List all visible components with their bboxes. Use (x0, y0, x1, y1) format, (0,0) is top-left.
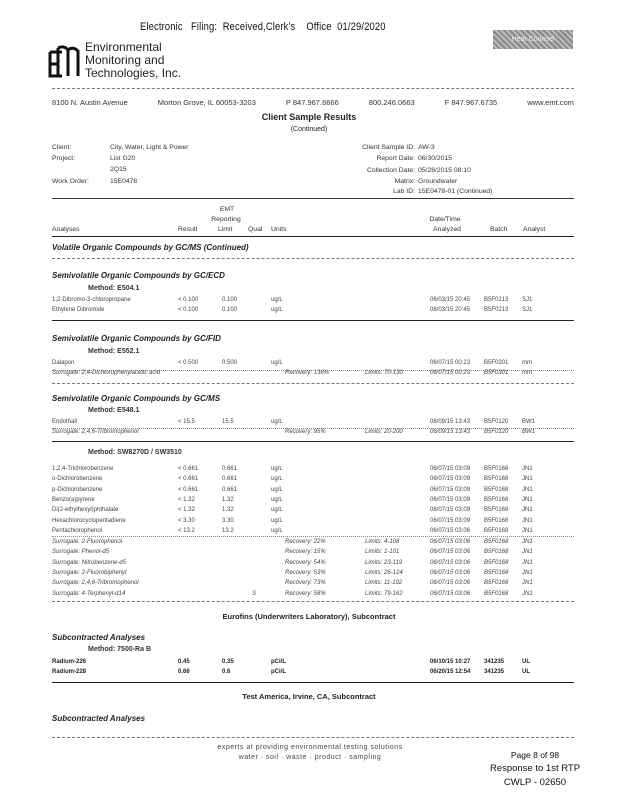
cell-recovery: Recovery: 15% (285, 549, 326, 556)
cell-recovery: Recovery: 138% (285, 370, 330, 377)
footer-services: water · soil · waste · product · sampling (238, 754, 382, 761)
table-row (0, 307, 618, 317)
report-date-label: Report Date: (376, 155, 415, 162)
divider (52, 320, 574, 321)
cell-units: ug/L (271, 307, 283, 314)
section-gc-ecd: Semivolatile Organic Compounds by GC/ECD (52, 271, 225, 280)
method-label: Method: E552.1 (88, 348, 140, 355)
divider (52, 258, 574, 259)
cell-result: < 3.30 (178, 517, 195, 524)
divider (52, 441, 574, 442)
cell-batch: B5F0168 (484, 466, 509, 472)
cell-batch: B5F0168 (484, 539, 509, 545)
cell-batch: B5F0168 (484, 569, 509, 576)
cell-qual: S (252, 590, 257, 597)
cell-units: ug/L (271, 527, 283, 534)
header-batch: Batch (490, 226, 508, 233)
cell-result: 0.45 (178, 659, 190, 665)
page-subtitle: (Continued) (290, 126, 328, 133)
cell-analyst: UL (522, 659, 530, 665)
lab-id-value: 15E0478-01 (Continued) (418, 188, 493, 195)
cell-result: < 15.5 (178, 419, 195, 425)
cell-units: ug/L (271, 496, 283, 503)
cell-analyst: JN1 (522, 549, 533, 556)
cell-limits: Limits: 1-101 (365, 549, 400, 556)
page-number: Page 8 of 98 (510, 750, 560, 760)
city: Morton Grove, IL 60053-3203 (157, 98, 256, 107)
cell-analyte: Hexachlorocyclopentadiene (52, 517, 126, 524)
table-row (0, 669, 618, 679)
cell-analyst: JN1 (522, 590, 533, 597)
cell-limits: Limits: 26-124 (365, 569, 403, 576)
cell-batch: B5F0168 (484, 580, 509, 587)
cell-analyte: Dalapon (52, 360, 75, 366)
cell-analyte: o-Dichlorobenzene (52, 476, 103, 483)
cell-limit: 0.6 (222, 669, 231, 676)
cell-recovery: Recovery: 22% (285, 539, 326, 545)
page-title: Client Sample Results (261, 112, 357, 122)
report-date-value: 06/30/2015 (418, 155, 453, 162)
collection-date-label: Collection Date: (367, 167, 415, 174)
cell-analyzed: 06/07/15 03:06 (430, 590, 471, 597)
table-row (0, 497, 618, 507)
divider (52, 601, 574, 602)
table-row (0, 466, 618, 476)
response-label: Response to 1st RTP (489, 763, 581, 774)
header-limit: Limit (218, 226, 233, 233)
cell-result: < 0.661 (178, 486, 199, 493)
cell-analyst: JN1 (522, 580, 533, 587)
cell-batch: B5F0168 (484, 527, 509, 534)
cell-batch: B5F0168 (484, 590, 509, 597)
cell-units: ug/L (271, 486, 283, 493)
client-label: Client: (52, 144, 72, 151)
cell-analyst: JN1 (522, 507, 533, 514)
divider (52, 383, 574, 384)
cell-batch: B5F0168 (484, 507, 509, 514)
section-subcontracted-2: Subcontracted Analyses (52, 714, 146, 723)
cell-analyte: Surrogate: 2,4,6-Tribromophenol (52, 580, 139, 587)
cell-batch: 341235 (484, 669, 505, 676)
cell-units: ug/L (271, 476, 283, 483)
cell-batch: B5F0168 (484, 496, 509, 503)
cell-analyzed: 06/09/15 13:43 (430, 419, 471, 425)
cell-analyst: JN1 (522, 517, 533, 524)
cell-limit: 0.35 (222, 659, 234, 665)
table-row (0, 560, 618, 570)
street: 8100 N. Austin Avenue (52, 98, 128, 107)
cell-analyzed: 06/07/15 03:06 (430, 569, 471, 576)
cell-analyzed: 06/07/15 03:09 (430, 486, 471, 493)
cell-batch: B5F0168 (484, 549, 509, 556)
redacted-stamp-box: Hear Counsel (493, 30, 573, 49)
cell-analyst: JN1 (522, 486, 533, 493)
cell-analyst: BW1 (522, 429, 536, 436)
cell-batch: B5F0301 (484, 360, 509, 366)
cell-result: < 13.2 (178, 527, 195, 534)
cell-analyst: JN1 (522, 466, 533, 472)
cell-units: ug/L (271, 466, 283, 472)
cell-limit: 0.661 (222, 466, 238, 472)
cell-analyzed: 06/07/15 03:06 (430, 580, 471, 587)
header-qual: Qual (248, 226, 263, 233)
cell-analyte: Ethylene Dibromide (52, 307, 105, 314)
cell-batch: B5F0213 (484, 297, 509, 303)
cell-analyte: Radium-228 (52, 669, 87, 676)
cell-analyzed: 06/09/15 13:43 (430, 429, 471, 436)
company-line: Monitoring and (85, 53, 165, 67)
cell-analyte: Surrogate: 2,4-Dichlorophenylacetic acid (52, 370, 161, 377)
cell-analyte: Surrogate: 2-Fluorobiphenyl (52, 569, 127, 576)
header-reporting: Reporting (211, 216, 241, 223)
project-value-2: 2Q15 (110, 166, 127, 173)
fax: F 847.967.6735 (444, 98, 498, 107)
cell-limits: Limits: 20-200 (365, 429, 403, 436)
work-order-value: 15E0478 (110, 178, 138, 185)
cell-analyst: SJ1 (522, 307, 533, 314)
cell-analyte: Surrogate: Phenol-d5 (52, 549, 110, 556)
cell-batch: B5F0120 (484, 419, 509, 425)
table-row (0, 297, 618, 307)
cell-recovery: Recovery: 95% (285, 429, 326, 436)
table-row (0, 429, 618, 439)
table-row (0, 580, 618, 590)
table-row (0, 370, 618, 380)
cell-analyte: Di(2-ethylhexyl)phthalate (52, 507, 119, 514)
header-result: Result (178, 226, 198, 233)
bates-number: CWLP - 02650 (503, 777, 567, 788)
method-label: Method: 7500-Ra B (88, 646, 152, 653)
header-analyzed: Analyzed (433, 226, 461, 233)
subcontract-testamerica: Test America, Irvine, CA, Subcontract (242, 692, 376, 701)
table-row (0, 659, 618, 669)
cell-analyzed: 06/07/15 03:06 (430, 559, 471, 566)
table-row (0, 487, 618, 497)
divider (52, 682, 574, 683)
cell-recovery: Recovery: 58% (285, 590, 326, 597)
matrix-label: Matrix: (394, 178, 415, 185)
cell-result: < 0.100 (178, 297, 199, 303)
cell-analyte: Pentachlorophenol (52, 527, 103, 534)
cell-result: < 1.32 (178, 496, 195, 503)
cell-analyte: 1,2,4-Trichlorobenzene (52, 466, 114, 472)
cell-analyte: 1,2-Dibromo-3-chloropropane (52, 297, 131, 303)
cell-analyzed: 06/07/15 03:09 (430, 507, 471, 514)
cell-analyst: mrn (522, 360, 533, 366)
divider (52, 88, 574, 89)
filing-stamp: Electronic Filing: Received,Clerk's Office 01/29/2020 (140, 21, 386, 33)
cell-batch: B5F0120 (484, 429, 509, 436)
cell-result: < 0.661 (178, 466, 199, 472)
cell-limit: 0.661 (222, 486, 238, 493)
cell-analyst: JN1 (522, 496, 533, 503)
cell-recovery: Recovery: 73% (285, 580, 326, 587)
project-value: List G20 (110, 155, 136, 162)
cell-units: ug/L (271, 419, 283, 425)
table-row (0, 549, 618, 559)
cell-result: < 1.32 (178, 507, 195, 514)
cell-analyst: JN1 (522, 559, 533, 566)
cell-batch: B5F0168 (484, 476, 509, 483)
cell-batch: B5F0213 (484, 307, 509, 314)
section-gc-ms: Semivolatile Organic Compounds by GC/MS (52, 394, 221, 403)
cell-analyte: Surrogate: Nitrobenzene-d5 (52, 559, 127, 566)
cell-analyzed: 06/07/15 03:06 (430, 549, 471, 556)
cell-units: ug/L (271, 517, 283, 524)
cell-units: pCi/L (271, 659, 286, 665)
cell-analyzed: 06/03/15 20:45 (430, 307, 471, 314)
cell-analyst: JN1 (522, 539, 533, 545)
cell-limits: Limits: 4-108 (365, 539, 400, 545)
cell-limits: Limits: 11-102 (365, 580, 403, 587)
company-line: Environmental (85, 40, 162, 54)
header-analyses: Analyses (52, 226, 80, 233)
cell-analyzed: 06/07/15 03:09 (430, 517, 471, 524)
cell-analyte: p-Dichlorobenzene (52, 486, 103, 493)
company-line: Technologies, Inc. (85, 66, 182, 80)
divider (52, 737, 574, 738)
cell-analyzed: 06/07/15 03:09 (430, 476, 471, 483)
project-label: Project: (52, 155, 76, 162)
cell-limit: 0.661 (222, 476, 238, 483)
table-row (0, 476, 618, 486)
cell-recovery: Recovery: 54% (285, 559, 326, 566)
cell-limit: 13.2 (222, 527, 234, 534)
cell-result: < 0.500 (178, 360, 199, 366)
cell-analyte: Radium-226 (52, 659, 87, 665)
cell-result: < 0.661 (178, 476, 199, 483)
table-row (0, 360, 618, 370)
toll-free: 800.246.0663 (368, 98, 415, 107)
cell-analyzed: 06/07/15 03:09 (430, 466, 471, 472)
cell-analyzed: 06/07/15 00:23 (430, 370, 471, 377)
cell-limit: 1.32 (222, 496, 234, 503)
section-subcontracted: Subcontracted Analyses (52, 633, 146, 642)
cell-limits: Limits: 79-162 (365, 590, 403, 597)
header-analyst: Analyst (523, 226, 546, 233)
cell-batch: B5F0301 (484, 370, 509, 377)
cell-analyzed: 06/20/15 12:54 (430, 669, 471, 676)
cell-analyzed: 06/07/15 03:06 (430, 527, 471, 534)
cell-limit: 3.30 (222, 517, 234, 524)
cell-limits: Limits: 23-119 (365, 559, 403, 566)
cell-limit: 0.100 (222, 297, 238, 303)
table-row (0, 518, 618, 528)
header-units: Units (271, 226, 287, 233)
cell-analyte: Surrogate: 2-Fluorophenol (52, 539, 123, 545)
website: www.emt.com (527, 98, 574, 107)
cell-analyst: mrn (522, 370, 533, 377)
cell-analyst: JN1 (522, 527, 533, 534)
cell-batch: B5F0168 (484, 517, 509, 524)
subcontract-eurofins: Eurofins (Underwriters Laboratory), Subcontract (222, 612, 396, 621)
cell-analyst: BW1 (522, 419, 536, 425)
cell-analyzed: 06/10/15 10:27 (430, 659, 471, 665)
cell-analyte: Surrogate: 2,4,6-Tribromophenol (52, 429, 139, 436)
divider (52, 236, 574, 237)
header-emt: EMT (219, 206, 235, 213)
cell-limits: Limits: 70-130 (365, 370, 403, 377)
matrix-value: Groundwater (418, 178, 458, 185)
client-value: City, Water, Light & Power (110, 144, 189, 151)
company-address (52, 98, 574, 107)
table-row (0, 507, 618, 517)
method-label: Method: E548.1 (88, 407, 140, 414)
cell-units: ug/L (271, 507, 283, 514)
cell-analyzed: 06/07/15 00:23 (430, 360, 471, 366)
cell-limit: 1.32 (222, 507, 234, 514)
collection-date-value: 05/28/2015 08:10 (418, 167, 471, 174)
cell-analyzed: 06/03/15 20:45 (430, 297, 471, 303)
table-row (0, 528, 618, 538)
cell-units: pCi/L (271, 669, 286, 676)
cell-analyzed: 06/07/15 03:06 (430, 539, 471, 545)
work-order-label: Work Order: (52, 178, 89, 185)
section-gc-fid: Semivolatile Organic Compounds by GC/FID (52, 334, 221, 343)
table-row (0, 591, 618, 601)
cell-analyst: JN1 (522, 569, 533, 576)
cell-analyst: SJ1 (522, 297, 533, 303)
cell-limit: 0.500 (222, 360, 238, 366)
cell-analyst: UL (522, 669, 530, 676)
method-label: Method: E504.1 (88, 285, 140, 292)
cell-analyte: Endothall (52, 419, 78, 425)
cell-batch: B5F0168 (484, 486, 509, 493)
cell-analyte: Surrogate: 4-Terphenyl-d14 (52, 590, 126, 597)
section-voc: Volatile Organic Compounds by GC/MS (Continued) (52, 243, 249, 252)
table-row (0, 570, 618, 580)
cell-units: ug/L (271, 297, 283, 303)
cell-analyzed: 06/07/15 03:09 (430, 496, 471, 503)
cell-analyte: Benzo(a)pyrene (52, 496, 95, 503)
sample-id-value: AW-3 (418, 144, 435, 151)
cell-batch: 341235 (484, 659, 505, 665)
phone: P 847.967.6666 (285, 98, 339, 107)
header-datetime: Date/Time (429, 216, 461, 223)
company-name (85, 41, 181, 80)
cell-units: ug/L (271, 360, 283, 366)
emt-logo-icon (46, 44, 82, 80)
method-label: Method: SW8270D / SW3510 (88, 449, 182, 456)
cell-batch: B5F0168 (484, 559, 509, 566)
sample-id-label: Client Sample ID: (362, 144, 415, 151)
lab-id-label: Lab ID: (393, 188, 415, 195)
cell-limit: 0.100 (222, 307, 238, 314)
cell-limit: 15.5 (222, 419, 234, 425)
footer-tagline: experts at providing environmental testing solutions (217, 744, 403, 751)
cell-recovery: Recovery: 53% (285, 569, 326, 576)
table-row (0, 419, 618, 429)
cell-result: < 0.100 (178, 307, 199, 314)
cell-result: 0.66 (178, 669, 190, 676)
divider (52, 198, 574, 199)
table-row (0, 539, 618, 549)
cell-analyst: JN1 (522, 476, 533, 483)
